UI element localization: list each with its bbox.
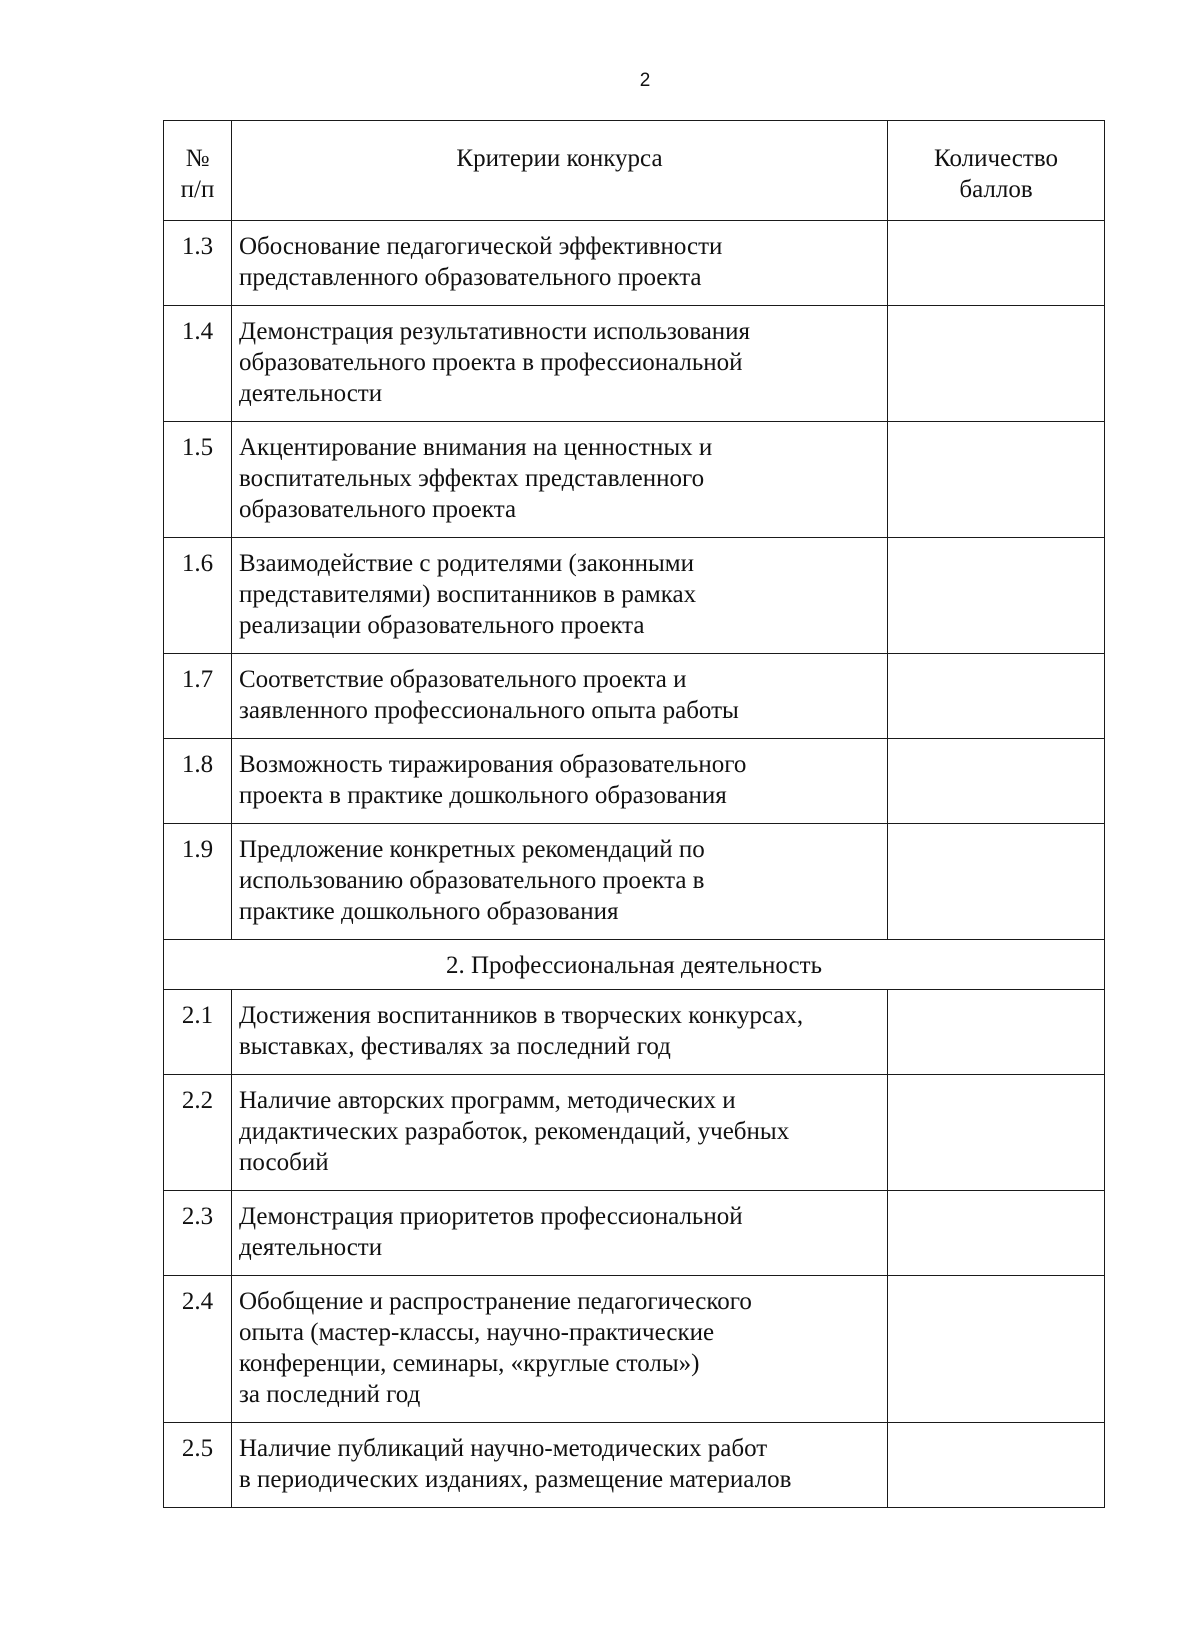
criterion-text: Демонстрация результативности использования образовательного проекта в профессиональной деятельности bbox=[232, 306, 888, 422]
points-cell bbox=[888, 221, 1105, 306]
criterion-number: 1.3 bbox=[164, 221, 232, 306]
criterion-number: 1.5 bbox=[164, 422, 232, 538]
criterion-number: 1.9 bbox=[164, 824, 232, 940]
table-row bbox=[164, 1075, 1105, 1191]
criterion-text: Возможность тиражирования образовательного проекта в практике дошкольного образования bbox=[232, 739, 888, 824]
points-cell bbox=[888, 1191, 1105, 1276]
table-body bbox=[164, 221, 1105, 1508]
points-cell bbox=[888, 654, 1105, 739]
page-number: 2 bbox=[639, 70, 651, 91]
criterion-number: 2.1 bbox=[164, 990, 232, 1075]
criteria-table bbox=[163, 120, 1105, 1508]
criterion-number: 2.5 bbox=[164, 1423, 232, 1508]
table-row bbox=[164, 1276, 1105, 1423]
section-row bbox=[164, 940, 1105, 990]
criterion-number: 1.7 bbox=[164, 654, 232, 739]
points-cell bbox=[888, 990, 1105, 1075]
header-points: Количество баллов bbox=[888, 121, 1105, 221]
points-cell bbox=[888, 1423, 1105, 1508]
points-cell bbox=[888, 1276, 1105, 1423]
points-cell bbox=[888, 422, 1105, 538]
criterion-text: Наличие публикаций научно-методических работ в периодических изданиях, размещение материалов bbox=[232, 1423, 888, 1508]
points-cell bbox=[888, 306, 1105, 422]
table-row bbox=[164, 824, 1105, 940]
table-row bbox=[164, 221, 1105, 306]
section-title: 2. Профессиональная деятельность bbox=[164, 940, 1105, 990]
criterion-number: 1.8 bbox=[164, 739, 232, 824]
criterion-number: 1.4 bbox=[164, 306, 232, 422]
table-row bbox=[164, 739, 1105, 824]
points-cell bbox=[888, 824, 1105, 940]
criterion-number: 2.4 bbox=[164, 1276, 232, 1423]
header-criteria: Критерии конкурса bbox=[232, 121, 888, 221]
criterion-text: Предложение конкретных рекомендаций по использованию образовательного проекта в практике дошкольного образования bbox=[232, 824, 888, 940]
criterion-text: Акцентирование внимания на ценностных и воспитательных эффектах представленного образовательного проекта bbox=[232, 422, 888, 538]
points-cell bbox=[888, 739, 1105, 824]
criterion-text: Обобщение и распространение педагогического опыта (мастер-классы, научно-практические конференции, семинары, «круглые столы») за последний год bbox=[232, 1276, 888, 1423]
points-cell bbox=[888, 538, 1105, 654]
table-row bbox=[164, 1191, 1105, 1276]
criterion-text: Наличие авторских программ, методических и дидактических разработок, рекомендаций, учебных пособий bbox=[232, 1075, 888, 1191]
header-number: № п/п bbox=[164, 121, 232, 221]
table-row bbox=[164, 990, 1105, 1075]
table-header-row bbox=[164, 121, 1105, 221]
criterion-text: Соответствие образовательного проекта и заявленного профессионального опыта работы bbox=[232, 654, 888, 739]
points-cell bbox=[888, 1075, 1105, 1191]
table-row bbox=[164, 538, 1105, 654]
criterion-text: Достижения воспитанников в творческих конкурсах, выставках, фестивалях за последний год bbox=[232, 990, 888, 1075]
criterion-number: 2.3 bbox=[164, 1191, 232, 1276]
criterion-text: Взаимодействие с родителями (законными представителями) воспитанников в рамках реализации образовательного проекта bbox=[232, 538, 888, 654]
table-row bbox=[164, 306, 1105, 422]
table-row bbox=[164, 1423, 1105, 1508]
table-row bbox=[164, 654, 1105, 739]
table-row bbox=[164, 422, 1105, 538]
criterion-text: Демонстрация приоритетов профессиональной деятельности bbox=[232, 1191, 888, 1276]
criterion-number: 1.6 bbox=[164, 538, 232, 654]
criterion-text: Обоснование педагогической эффективности представленного образовательного проекта bbox=[232, 221, 888, 306]
criterion-number: 2.2 bbox=[164, 1075, 232, 1191]
